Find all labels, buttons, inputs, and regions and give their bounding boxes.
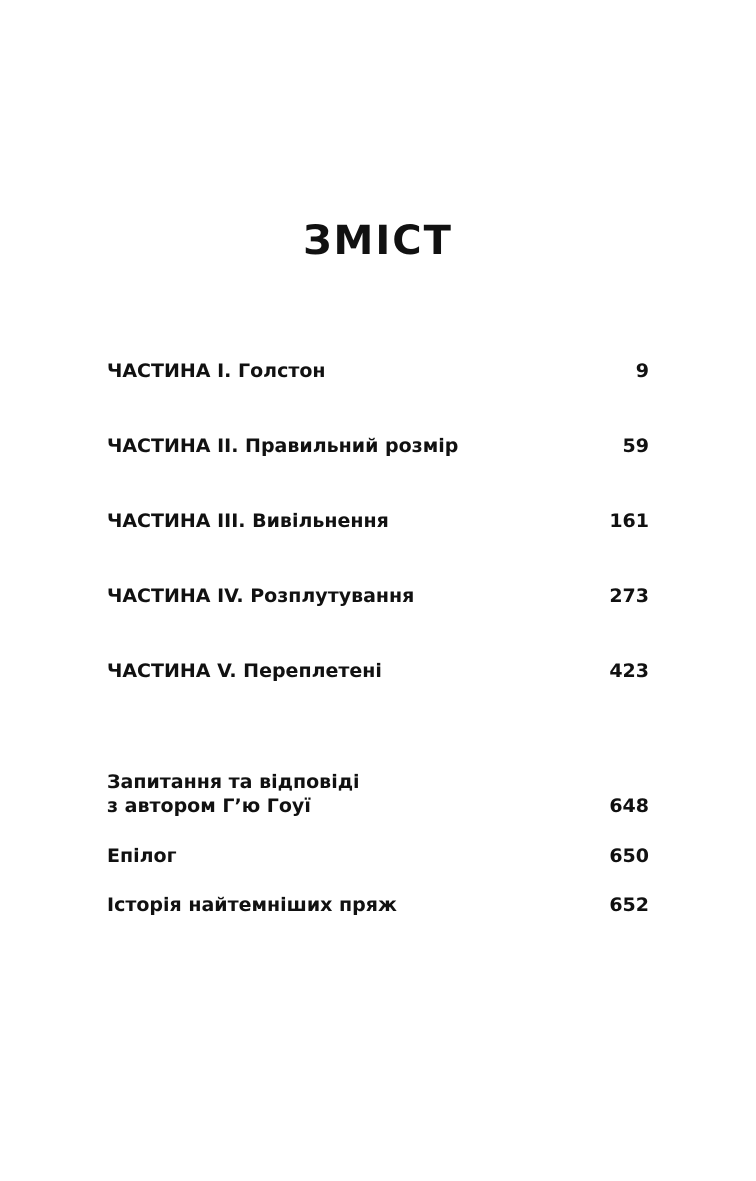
toc-label: Епілог xyxy=(107,845,177,867)
toc-page: 9 xyxy=(635,360,649,382)
toc-entry xyxy=(107,844,649,868)
toc-entry xyxy=(107,584,649,608)
toc-label: ЧАСТИНА V. Переплетені xyxy=(107,660,382,682)
toc-page: 59 xyxy=(622,435,649,457)
toc-label: ЧАСТИНА III. Вивільнення xyxy=(107,510,389,532)
toc-entry xyxy=(107,893,649,917)
toc-entry xyxy=(107,509,649,533)
toc-entry xyxy=(107,359,649,383)
page-title: ЗМІСТ xyxy=(303,218,453,264)
toc-entry xyxy=(107,659,649,683)
toc-page: 273 xyxy=(609,585,649,607)
toc-page: 648 xyxy=(609,795,649,817)
toc-page: 161 xyxy=(609,510,649,532)
toc-page: 423 xyxy=(609,660,649,682)
toc-label: ЧАСТИНА II. Правильний розмір xyxy=(107,435,459,457)
toc-label: Запитання та відповіді з автором Г’ю Гоуї xyxy=(107,771,360,817)
toc-label: ЧАСТИНА I. Голстон xyxy=(107,360,326,382)
toc-page: 650 xyxy=(609,845,649,867)
toc-page: 652 xyxy=(609,894,649,916)
toc-entry xyxy=(107,770,649,818)
toc-entry xyxy=(107,434,649,458)
toc-label: ЧАСТИНА IV. Розплутування xyxy=(107,585,415,607)
toc-label: Історія найтемніших пряж xyxy=(107,894,397,916)
